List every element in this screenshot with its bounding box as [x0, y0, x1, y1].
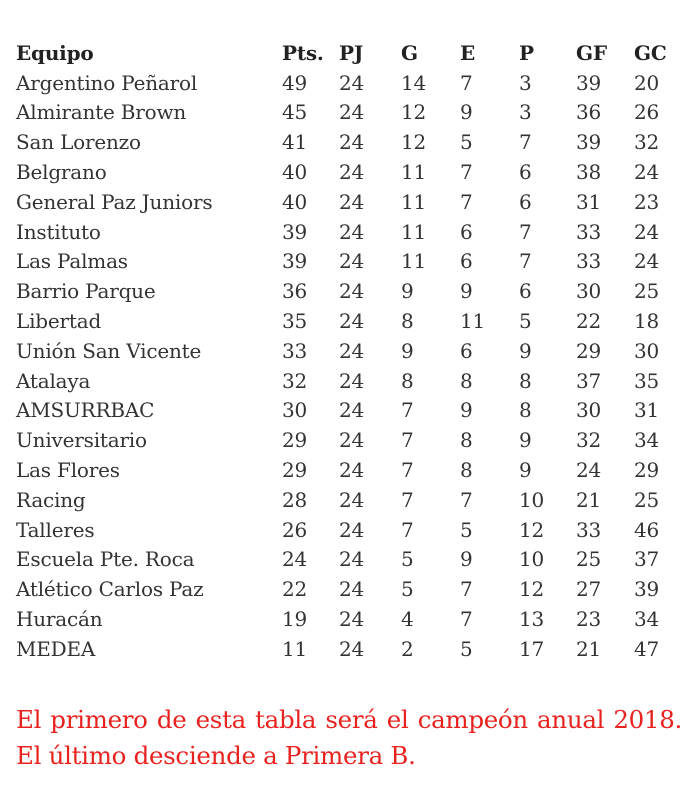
table-row [16, 425, 674, 455]
cell-team-name: Escuela Pte. Roca [16, 547, 195, 572]
cell-lost: 17 [519, 636, 545, 661]
cell-drawn: 6 [460, 219, 473, 244]
cell-team-name: Talleres [16, 517, 95, 542]
cell-lost: 9 [519, 428, 532, 453]
table-row [16, 634, 674, 664]
cell-played: 24 [339, 160, 365, 185]
cell-points: 36 [282, 279, 308, 304]
cell-played: 24 [339, 607, 365, 632]
cell-points: 40 [282, 189, 308, 214]
cell-won: 2 [401, 636, 414, 661]
table-row [16, 68, 674, 98]
cell-played: 24 [339, 368, 365, 393]
footnote: El primero de esta tabla será el campeón anual 2018. El último desciende a Primera B. [16, 705, 682, 770]
cell-played: 24 [339, 338, 365, 363]
cell-won: 7 [401, 458, 414, 483]
table-row [16, 336, 674, 366]
cell-team-name: Racing [16, 487, 86, 512]
cell-drawn: 7 [460, 577, 473, 602]
cell-points: 45 [282, 100, 308, 125]
cell-played: 24 [339, 219, 365, 244]
cell-won: 5 [401, 547, 414, 572]
cell-team-name: Belgrano [16, 160, 107, 185]
cell-points: 24 [282, 547, 308, 572]
cell-points: 11 [282, 636, 308, 661]
cell-won: 5 [401, 577, 414, 602]
cell-drawn: 7 [460, 160, 473, 185]
cell-lost: 6 [519, 279, 532, 304]
cell-played: 24 [339, 517, 365, 542]
cell-drawn: 7 [460, 189, 473, 214]
cell-team-name: Atalaya [16, 368, 91, 393]
cell-played: 24 [339, 100, 365, 125]
cell-goals-for: 33 [576, 219, 602, 244]
cell-goals-against: 23 [634, 189, 660, 214]
cell-lost: 10 [519, 547, 545, 572]
cell-lost: 12 [519, 517, 545, 542]
cell-won: 7 [401, 398, 414, 423]
cell-won: 8 [401, 368, 414, 393]
cell-drawn: 7 [460, 70, 473, 95]
cell-goals-for: 30 [576, 279, 602, 304]
cell-goals-for: 24 [576, 458, 602, 483]
header-played: PJ [339, 40, 364, 65]
cell-team-name: Atlético Carlos Paz [16, 577, 204, 602]
cell-goals-against: 24 [634, 160, 660, 185]
cell-won: 9 [401, 338, 414, 363]
cell-goals-for: 29 [576, 338, 602, 363]
cell-drawn: 9 [460, 279, 473, 304]
table-row [16, 396, 674, 426]
cell-drawn: 8 [460, 458, 473, 483]
cell-goals-against: 32 [634, 130, 660, 155]
table-header-row [16, 38, 674, 68]
cell-won: 14 [401, 70, 427, 95]
cell-goals-against: 47 [634, 636, 660, 661]
cell-points: 29 [282, 458, 308, 483]
cell-lost: 10 [519, 487, 545, 512]
cell-drawn: 7 [460, 487, 473, 512]
cell-goals-for: 38 [576, 160, 602, 185]
table-row [16, 187, 674, 217]
cell-goals-against: 26 [634, 100, 660, 125]
cell-team-name: Libertad [16, 309, 102, 334]
cell-won: 11 [401, 189, 427, 214]
cell-lost: 7 [519, 249, 532, 274]
cell-drawn: 5 [460, 517, 473, 542]
cell-drawn: 11 [460, 309, 486, 334]
cell-won: 7 [401, 428, 414, 453]
cell-team-name: Las Flores [16, 458, 120, 483]
header-goals-for: GF [576, 40, 607, 65]
standings-body [16, 68, 674, 664]
cell-goals-for: 39 [576, 70, 602, 95]
cell-goals-against: 39 [634, 577, 660, 602]
table-row [16, 545, 674, 575]
cell-lost: 3 [519, 70, 532, 95]
cell-drawn: 7 [460, 607, 473, 632]
cell-played: 24 [339, 458, 365, 483]
cell-won: 12 [401, 130, 427, 155]
cell-lost: 5 [519, 309, 532, 334]
table-row [16, 276, 674, 306]
cell-team-name: AMSURRBAC [16, 398, 155, 423]
cell-won: 7 [401, 487, 414, 512]
table-row [16, 604, 674, 634]
table-row [16, 157, 674, 187]
cell-lost: 8 [519, 398, 532, 423]
cell-won: 12 [401, 100, 427, 125]
cell-goals-for: 36 [576, 100, 602, 125]
cell-won: 11 [401, 249, 427, 274]
cell-goals-against: 34 [634, 428, 660, 453]
cell-drawn: 9 [460, 398, 473, 423]
cell-points: 26 [282, 517, 308, 542]
cell-team-name: Las Palmas [16, 249, 128, 274]
cell-lost: 9 [519, 458, 532, 483]
cell-goals-for: 33 [576, 249, 602, 274]
cell-goals-for: 31 [576, 189, 602, 214]
cell-points: 33 [282, 338, 308, 363]
cell-goals-against: 25 [634, 487, 660, 512]
cell-points: 39 [282, 219, 308, 244]
cell-points: 22 [282, 577, 308, 602]
cell-team-name: General Paz Juniors [16, 189, 213, 214]
cell-team-name: Unión San Vicente [16, 338, 202, 363]
cell-lost: 13 [519, 607, 545, 632]
cell-goals-for: 21 [576, 636, 602, 661]
cell-won: 8 [401, 309, 414, 334]
cell-goals-against: 25 [634, 279, 660, 304]
cell-lost: 12 [519, 577, 545, 602]
cell-points: 28 [282, 487, 308, 512]
cell-goals-for: 23 [576, 607, 602, 632]
cell-points: 35 [282, 309, 308, 334]
cell-played: 24 [339, 249, 365, 274]
cell-drawn: 6 [460, 249, 473, 274]
cell-won: 9 [401, 279, 414, 304]
header-points: Pts. [282, 40, 324, 65]
cell-won: 7 [401, 517, 414, 542]
cell-lost: 9 [519, 338, 532, 363]
cell-goals-for: 33 [576, 517, 602, 542]
standings-table [16, 38, 674, 664]
cell-played: 24 [339, 309, 365, 334]
cell-team-name: Universitario [16, 428, 147, 453]
cell-played: 24 [339, 398, 365, 423]
header-drawn: E [460, 40, 476, 65]
table-row [16, 574, 674, 604]
cell-goals-against: 34 [634, 607, 660, 632]
table-row [16, 306, 674, 336]
cell-played: 24 [339, 577, 365, 602]
cell-goals-for: 30 [576, 398, 602, 423]
cell-played: 24 [339, 547, 365, 572]
cell-lost: 8 [519, 368, 532, 393]
cell-goals-against: 46 [634, 517, 660, 542]
cell-goals-for: 32 [576, 428, 602, 453]
cell-team-name: MEDEA [16, 636, 96, 661]
cell-team-name: San Lorenzo [16, 130, 141, 155]
cell-goals-against: 24 [634, 249, 660, 274]
cell-points: 41 [282, 130, 308, 155]
cell-goals-against: 31 [634, 398, 660, 423]
cell-drawn: 8 [460, 368, 473, 393]
cell-won: 11 [401, 160, 427, 185]
cell-played: 24 [339, 279, 365, 304]
cell-points: 49 [282, 70, 308, 95]
cell-goals-for: 21 [576, 487, 602, 512]
cell-goals-against: 35 [634, 368, 660, 393]
cell-goals-against: 20 [634, 70, 660, 95]
cell-goals-for: 22 [576, 309, 602, 334]
table-row [16, 515, 674, 545]
cell-played: 24 [339, 70, 365, 95]
cell-team-name: Barrio Parque [16, 279, 156, 304]
cell-drawn: 8 [460, 428, 473, 453]
cell-played: 24 [339, 636, 365, 661]
cell-goals-for: 37 [576, 368, 602, 393]
cell-points: 40 [282, 160, 308, 185]
cell-lost: 7 [519, 219, 532, 244]
cell-points: 19 [282, 607, 308, 632]
cell-lost: 7 [519, 130, 532, 155]
table-row [16, 217, 674, 247]
table-row [16, 366, 674, 396]
cell-points: 29 [282, 428, 308, 453]
cell-points: 32 [282, 368, 308, 393]
header-team: Equipo [16, 40, 94, 65]
cell-team-name: Huracán [16, 607, 103, 632]
cell-goals-for: 39 [576, 130, 602, 155]
cell-team-name: Instituto [16, 219, 101, 244]
cell-played: 24 [339, 428, 365, 453]
cell-team-name: Almirante Brown [16, 100, 187, 125]
cell-drawn: 6 [460, 338, 473, 363]
cell-goals-against: 29 [634, 458, 660, 483]
cell-goals-for: 25 [576, 547, 602, 572]
cell-drawn: 5 [460, 636, 473, 661]
table-row [16, 247, 674, 277]
header-lost: P [519, 40, 534, 65]
cell-lost: 6 [519, 160, 532, 185]
cell-played: 24 [339, 189, 365, 214]
cell-lost: 3 [519, 100, 532, 125]
cell-goals-against: 37 [634, 547, 660, 572]
header-won: G [401, 40, 418, 65]
cell-drawn: 9 [460, 100, 473, 125]
cell-points: 39 [282, 249, 308, 274]
cell-won: 4 [401, 607, 414, 632]
cell-drawn: 5 [460, 130, 473, 155]
table-row [16, 98, 674, 128]
table-row [16, 485, 674, 515]
cell-goals-for: 27 [576, 577, 602, 602]
cell-goals-against: 24 [634, 219, 660, 244]
cell-team-name: Argentino Peñarol [16, 70, 198, 95]
cell-won: 11 [401, 219, 427, 244]
cell-drawn: 9 [460, 547, 473, 572]
table-row [16, 127, 674, 157]
cell-played: 24 [339, 487, 365, 512]
table-row [16, 455, 674, 485]
cell-goals-against: 18 [634, 309, 660, 334]
cell-points: 30 [282, 398, 308, 423]
cell-played: 24 [339, 130, 365, 155]
cell-goals-against: 30 [634, 338, 660, 363]
header-goals-against: GC [634, 40, 667, 65]
cell-lost: 6 [519, 189, 532, 214]
